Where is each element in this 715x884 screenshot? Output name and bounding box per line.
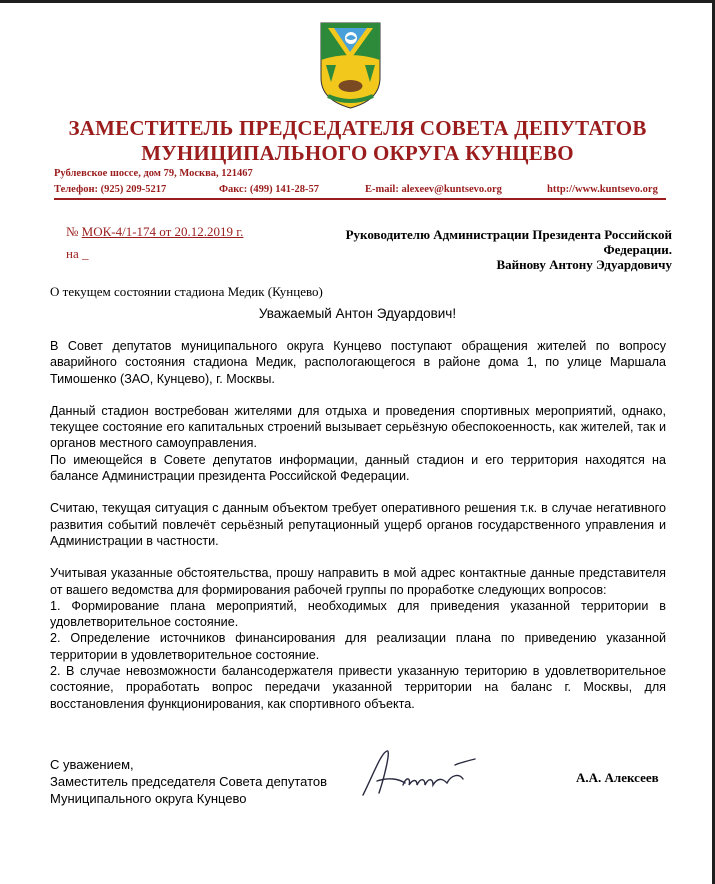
list-item-2: 2. Определение источников финансирования для реализации плана по приведению указанной территории в удовлетворительное состояние. [50, 631, 666, 662]
paragraph-2: Данный стадион востребован жителями для отдыха и проведения спортивных мероприятий, однако, текущее состояние его капитальных строений вызывает серьёзную обеспокоенность, как жителей, так и органов местного самоуправления. [50, 403, 666, 451]
registration-reference-prefix: на [66, 246, 79, 261]
recipient-line1: Руководителю Администрации Президента Российской [345, 227, 672, 242]
coat-of-arms-emblem [318, 20, 383, 110]
registration-reference-value: _ [81, 246, 89, 261]
closing-text: С уважением, [50, 757, 134, 772]
paragraph-4: Считаю, текущая ситуация с данным объектом требует оперативного решения т.к. в случае негативного развития событий повлечёт серьёзный репутационный ущерб органов государственного управления и Администрации в частности. [50, 501, 666, 548]
letterhead-website: http://www.kuntsevo.org [547, 184, 658, 195]
letter-greeting: Уважаемый Антон Эдуардович! [258, 306, 457, 321]
letterhead-divider [54, 198, 666, 200]
letter-subject: О текущем состоянии стадиона Медик (Кунцево) [50, 284, 323, 299]
letterhead-email: E-mail: alexeev@kuntsevo.org [365, 184, 502, 195]
signatory-position-line2: Муниципального округа Кунцево [50, 791, 247, 806]
list-item-3: 2. В случае невозможности балансодержателя привести указанную територию в удовлетворительное состояние, проработать вопрос передачи указанной территории на баланс г. Москвы, для восстановления функционирования, как спортивного объекта. [50, 664, 666, 711]
signature-block [50, 756, 327, 807]
letterhead-address: Рублевское шоссе, дом 79, Москва, 121467 [54, 168, 253, 179]
paragraph-1: В Совет депутатов муниципального округа Кунцево поступают обращения жителей по вопросу аварийного состояния стадиона Медик, распологающегося в районе дома 1, по улице Маршала Тимошенко (ЗАО, Кунцево), г. Москвы. [50, 339, 666, 386]
list-item-1: 1. Формирование плана мероприятий, необходимых для приведения указанной территории в удовлетворительное состояние. [50, 598, 666, 630]
recipient-line3: Вайнову Антону Эдуардовичу [496, 257, 672, 272]
letterhead-phone: Телефон: (925) 209-5217 [54, 184, 167, 195]
letterhead-fax: Факс: (499) 141-28-57 [219, 184, 319, 195]
letter-body [50, 338, 666, 712]
paragraph-5: Учитывая указанные обстоятельства, прошу направить в мой адрес контактные данные представителя от вашего ведомства для формирования рабочей группы по проработке следующих вопросов: [50, 566, 666, 597]
paragraph-3: По имеющейся в Совете депутатов информации, данный стадион и его территория находятся на балансе Администрации президента Российской Федерации. [50, 452, 666, 484]
letterhead-title-line2: МУНИЦИПАЛЬНОГО ОКРУГА КУНЦЕВО [141, 141, 574, 165]
recipient-block [330, 227, 672, 272]
signatory-position-line1: Заместитель председателя Совета депутатов [50, 774, 328, 789]
registration-number [66, 224, 243, 240]
registration-reference [66, 246, 88, 262]
registration-number-prefix: № [66, 224, 79, 239]
recipient-line2: Федерации. [603, 242, 672, 257]
window-border-top [0, 0, 715, 3]
registration-number-value: МОК-4/1-174 от 20.12.2019 г. [81, 224, 244, 239]
signatory-name: А.А. Алексеев [576, 770, 659, 785]
handwritten-signature [355, 745, 485, 805]
letterhead-title-line1: ЗАМЕСТИТЕЛЬ ПРЕДСЕДАТЕЛЯ СОВЕТА ДЕПУТАТОВ [68, 116, 647, 140]
